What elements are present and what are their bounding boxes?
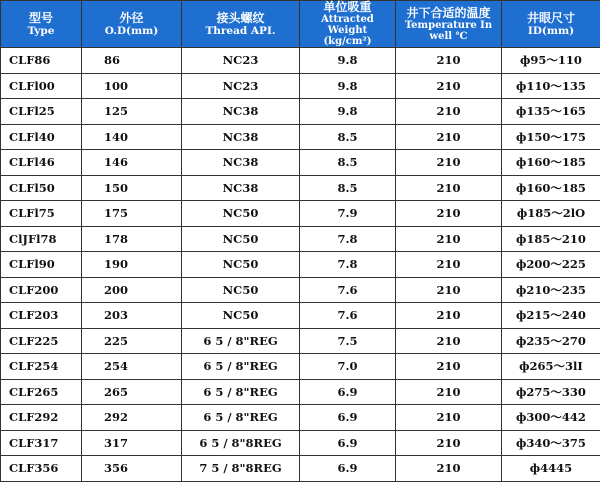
cell-type: ClJFl78 — [1, 226, 82, 252]
header-weight-zh: 单位吸重 — [323, 0, 372, 14]
cell-thread: NC38 — [182, 124, 300, 150]
cell-temp: 210 — [396, 456, 502, 482]
cell-od: 356 — [82, 456, 182, 482]
header-temp-unit: well ℃ — [429, 30, 468, 42]
cell-od: 190 — [82, 252, 182, 278]
cell-id: ф110～135 — [502, 73, 600, 99]
header-id-zh: 井眼尺寸 — [526, 10, 575, 25]
cell-thread: NC38 — [182, 99, 300, 125]
cell-temp: 210 — [396, 99, 502, 125]
cell-od: 86 — [82, 48, 182, 74]
cell-type: CLFl46 — [1, 150, 82, 176]
header-weight-unit: (kg/cm²) — [323, 36, 372, 47]
table-row — [1, 175, 600, 201]
cell-type: CLF317 — [1, 430, 82, 456]
header-temp — [396, 1, 502, 48]
cell-od: 150 — [82, 175, 182, 201]
cell-weight: 8.5 — [300, 150, 396, 176]
cell-temp: 210 — [396, 277, 502, 303]
cell-temp: 210 — [396, 201, 502, 227]
cell-id: ф210～235 — [502, 277, 600, 303]
table-row — [1, 379, 600, 405]
cell-id: ф185～2lO — [502, 201, 600, 227]
cell-type: CLFl40 — [1, 124, 82, 150]
table-row — [1, 303, 600, 329]
cell-temp: 210 — [396, 405, 502, 431]
cell-temp: 210 — [396, 303, 502, 329]
cell-od: 265 — [82, 379, 182, 405]
cell-id: ф215～240 — [502, 303, 600, 329]
cell-temp: 210 — [396, 73, 502, 99]
table-row — [1, 99, 600, 125]
cell-id: ф300～442 — [502, 405, 600, 431]
cell-type: CLF203 — [1, 303, 82, 329]
cell-od: 178 — [82, 226, 182, 252]
cell-id: ф185～210 — [502, 226, 600, 252]
cell-weight: 6.9 — [300, 430, 396, 456]
cell-thread: 6 5 / 8"REG — [182, 328, 300, 354]
cell-type: CLF292 — [1, 405, 82, 431]
cell-temp: 210 — [396, 124, 502, 150]
cell-weight: 9.8 — [300, 99, 396, 125]
cell-id: ф275～330 — [502, 379, 600, 405]
table-row — [1, 252, 600, 278]
cell-od: 225 — [82, 328, 182, 354]
table-row — [1, 201, 600, 227]
cell-thread: NC23 — [182, 48, 300, 74]
cell-type: CLFl75 — [1, 201, 82, 227]
cell-type: CLFl90 — [1, 252, 82, 278]
cell-id: ф135～165 — [502, 99, 600, 125]
header-thread — [182, 1, 300, 48]
table-row — [1, 150, 600, 176]
cell-od: 292 — [82, 405, 182, 431]
cell-type: CLF200 — [1, 277, 82, 303]
cell-weight: 7.9 — [300, 201, 396, 227]
cell-thread: NC23 — [182, 73, 300, 99]
cell-id: ф150～175 — [502, 124, 600, 150]
cell-od: 146 — [82, 150, 182, 176]
header-type-en: Type — [27, 24, 55, 37]
table-body — [1, 48, 600, 482]
table-row — [1, 48, 600, 74]
cell-od: 100 — [82, 73, 182, 99]
header-od-en: O.D(mm) — [104, 24, 159, 37]
table-row — [1, 456, 600, 482]
cell-weight: 7.8 — [300, 226, 396, 252]
cell-temp: 210 — [396, 226, 502, 252]
cell-type: CLF254 — [1, 354, 82, 380]
cell-type: CLF356 — [1, 456, 82, 482]
cell-temp: 210 — [396, 354, 502, 380]
cell-thread: NC50 — [182, 303, 300, 329]
cell-od: 175 — [82, 201, 182, 227]
cell-type: CLF225 — [1, 328, 82, 354]
cell-weight: 9.8 — [300, 48, 396, 74]
cell-weight: 6.9 — [300, 379, 396, 405]
header-type-zh: 型号 — [28, 10, 53, 25]
cell-temp: 210 — [396, 175, 502, 201]
cell-thread: NC50 — [182, 201, 300, 227]
cell-type: CLFl25 — [1, 99, 82, 125]
cell-od: 254 — [82, 354, 182, 380]
header-od-zh: 外径 — [119, 10, 144, 25]
cell-weight: 7.0 — [300, 354, 396, 380]
cell-id: ф200～225 — [502, 252, 600, 278]
header-weight-en: Attracted Weight — [321, 14, 374, 36]
cell-temp: 210 — [396, 379, 502, 405]
cell-id: ф340～375 — [502, 430, 600, 456]
cell-thread: NC38 — [182, 150, 300, 176]
cell-weight: 6.9 — [300, 405, 396, 431]
cell-temp: 210 — [396, 430, 502, 456]
cell-type: CLFl00 — [1, 73, 82, 99]
cell-od: 140 — [82, 124, 182, 150]
cell-temp: 210 — [396, 328, 502, 354]
header-temp-en: Temperature In — [404, 19, 493, 31]
cell-thread: NC50 — [182, 252, 300, 278]
cell-id: ф160～185 — [502, 175, 600, 201]
cell-type: CLF86 — [1, 48, 82, 74]
cell-id: ф160～185 — [502, 150, 600, 176]
cell-weight: 7.6 — [300, 303, 396, 329]
cell-temp: 210 — [396, 150, 502, 176]
cell-id: ф265～3lI — [502, 354, 600, 380]
cell-thread: 7 5 / 8"8REG — [182, 456, 300, 482]
table-row — [1, 124, 600, 150]
table-row — [1, 405, 600, 431]
table-row — [1, 277, 600, 303]
table-row — [1, 430, 600, 456]
header-id — [502, 1, 600, 48]
header-od — [82, 1, 182, 48]
table-row — [1, 354, 600, 380]
cell-od: 203 — [82, 303, 182, 329]
header-thread-en: Thread API. — [205, 24, 276, 37]
cell-type: CLFl50 — [1, 175, 82, 201]
cell-temp: 210 — [396, 48, 502, 74]
cell-od: 125 — [82, 99, 182, 125]
cell-weight: 8.5 — [300, 175, 396, 201]
header-id-en: ID(mm) — [527, 24, 575, 37]
cell-od: 200 — [82, 277, 182, 303]
cell-thread: 6 5 / 8"8REG — [182, 430, 300, 456]
header-temp-zh: 井下合适的温度 — [406, 5, 491, 20]
cell-temp: 210 — [396, 252, 502, 278]
cell-thread: 6 5 / 8"REG — [182, 379, 300, 405]
cell-thread: 6 5 / 8"REG — [182, 354, 300, 380]
header-row — [1, 1, 600, 48]
cell-thread: NC50 — [182, 226, 300, 252]
cell-weight: 7.8 — [300, 252, 396, 278]
table-row — [1, 226, 600, 252]
table-row — [1, 73, 600, 99]
cell-id: ф95～110 — [502, 48, 600, 74]
header-weight — [300, 1, 396, 48]
cell-weight: 9.8 — [300, 73, 396, 99]
cell-weight: 8.5 — [300, 124, 396, 150]
cell-thread: NC50 — [182, 277, 300, 303]
cell-weight: 6.9 — [300, 456, 396, 482]
header-type — [1, 1, 82, 48]
cell-weight: 7.6 — [300, 277, 396, 303]
cell-weight: 7.5 — [300, 328, 396, 354]
cell-thread: NC38 — [182, 175, 300, 201]
cell-type: CLF265 — [1, 379, 82, 405]
header-thread-zh: 接头螺纹 — [216, 10, 265, 25]
cell-id: ф235～270 — [502, 328, 600, 354]
cell-od: 317 — [82, 430, 182, 456]
table-row — [1, 328, 600, 354]
cell-thread: 6 5 / 8"REG — [182, 405, 300, 431]
cell-id: ф4445 — [502, 456, 600, 482]
